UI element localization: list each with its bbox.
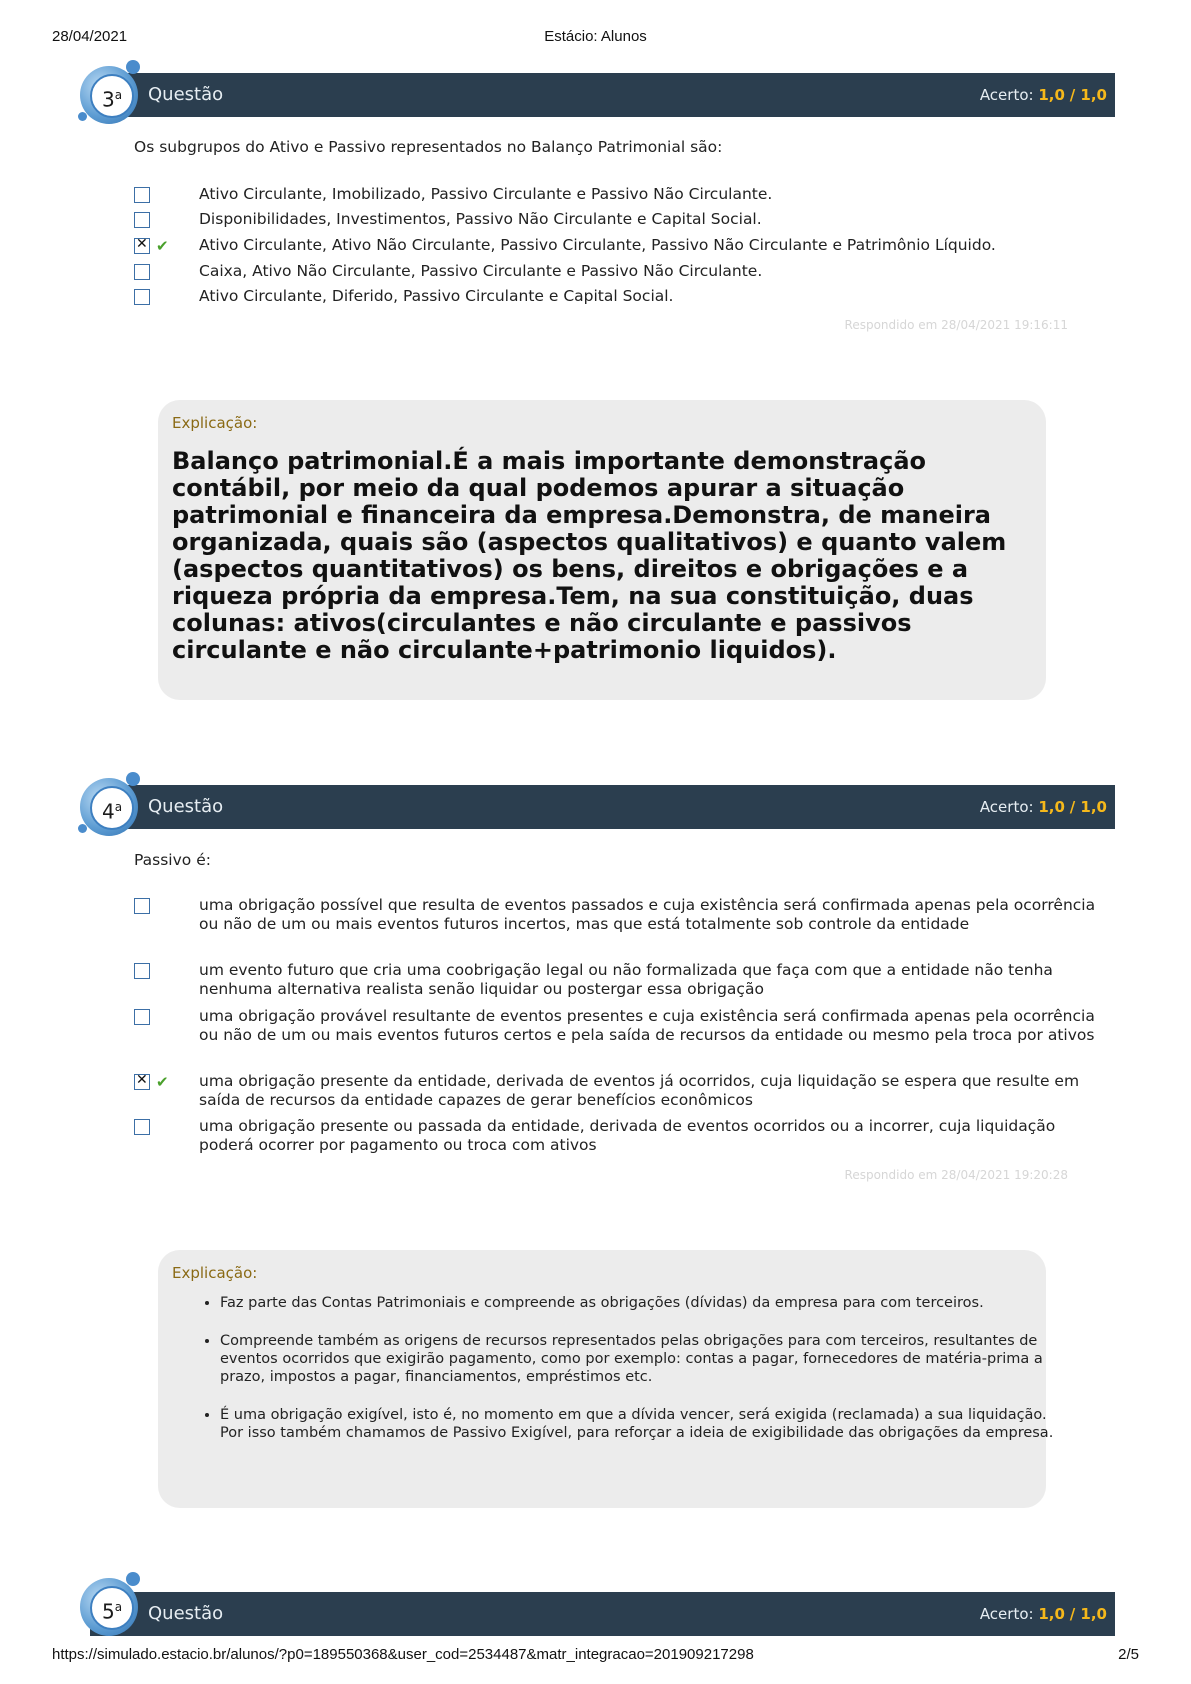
explanation-label: Explicação: [172, 414, 258, 432]
answer-option[interactable]: ✕ ✔ uma obrigação presente da entidade, derivada de eventos já ocorridos, cuja liquidação se espera que resulte em saída de recursos da entidade capazes de gerar benefícios econômicos [134, 1072, 1084, 1112]
question-number-badge: 4$^a$ [78, 772, 148, 842]
question-header-3 [90, 73, 1115, 117]
answer-option[interactable]: uma obrigação presente ou passada da entidade, derivada de eventos ocorridos ou a incorrer, cuja liquidação poderá ocorrer por pagamento ou troca com ativos [134, 1117, 1084, 1157]
answer-option[interactable]: Ativo Circulante, Diferido, Passivo Circulante e Capital Social. [134, 287, 1084, 309]
answer-option[interactable]: Disponibilidades, Investimentos, Passivo Não Circulante e Capital Social. [134, 210, 1084, 232]
answer-option[interactable]: uma obrigação provável resultante de eventos presentes e cuja existência será confirmada apenas pela ocorrência ou não de um ou mais eventos futuros certos e pela saída de recursos da entidade ou mesmo pela troca por ativos [134, 1007, 1084, 1067]
question-number-badge: 3$^a$ [78, 60, 148, 130]
answer-option[interactable]: Ativo Circulante, Imobilizado, Passivo Circulante e Passivo Não Circulante. [134, 185, 1084, 207]
explanation-bullet: • Faz parte das Contas Patrimoniais e compreende as obrigações (dívidas) da empresa para com terceiros. [220, 1294, 1060, 1312]
print-date: 28/04/2021 [52, 28, 128, 45]
checkbox-checked[interactable] [134, 238, 150, 254]
score: Acerto: 1,0 / 1,0 [979, 798, 1107, 816]
print-url: https://simulado.estacio.br/alunos/?p0=189550368&user_cod=2534487&matr_integracao=201909217298 [52, 1646, 754, 1663]
checkbox[interactable] [134, 289, 150, 305]
checkbox[interactable] [134, 187, 150, 203]
checkbox[interactable] [134, 264, 150, 280]
question-header-5 [90, 1592, 1115, 1636]
checkbox[interactable] [134, 1119, 150, 1135]
print-title: Estácio: Alunos [544, 28, 647, 45]
answered-timestamp: Respondido em 28/04/2021 19:16:11 [844, 318, 1068, 332]
correct-check-icon: ✔ [156, 1073, 169, 1091]
checkbox[interactable] [134, 963, 150, 979]
question-stem: Passivo é: [134, 851, 211, 869]
question-label: Questão [148, 1603, 224, 1624]
question-stem: Os subgrupos do Ativo e Passivo representados no Balanço Patrimonial são: [134, 138, 723, 156]
explanation-bullet: • É uma obrigação exigível, isto é, no momento em que a dívida vencer, será exigida (reclamada) a sua liquidação. Por isso também chamamos de Passivo Exigível, para reforçar a ideia de exigibilidade das obrigações da empresa. [220, 1406, 1060, 1442]
explanation-box [158, 400, 1046, 700]
explanation-box [158, 1250, 1054, 1508]
answered-timestamp: Respondido em 28/04/2021 19:20:28 [844, 1168, 1068, 1182]
checkbox[interactable] [134, 212, 150, 228]
answer-option[interactable]: uma obrigação possível que resulta de eventos passados e cuja existência será confirmada apenas pela ocorrência ou não de um ou mais eventos futuros incertos, mas que está totalmente sob controle da entidade [134, 896, 1084, 956]
checkbox-checked[interactable] [134, 1074, 150, 1090]
explanation-list [172, 1294, 1060, 1462]
answer-option[interactable]: um evento futuro que cria uma coobrigação legal ou não formalizada que faça com que a entidade não tenha nenhuma alternativa realista senão liquidar ou postergar essa obrigação [134, 961, 1084, 1001]
question-label: Questão [148, 84, 224, 105]
correct-check-icon: ✔ [156, 237, 169, 255]
question-label: Questão [148, 796, 224, 817]
question-number-badge: 5$^a$ [78, 1572, 148, 1594]
answer-option[interactable]: Caixa, Ativo Não Circulante, Passivo Circulante e Passivo Não Circulante. [134, 262, 1084, 284]
answer-option[interactable]: ✕ ✔ Ativo Circulante, Ativo Não Circulante, Passivo Circulante, Passivo Não Circulante e Patrimônio Líquido. [134, 236, 1084, 258]
score: Acerto: 1,0 / 1,0 [979, 86, 1107, 104]
explanation-bullet: • Compreende também as origens de recursos representados pelas obrigações para com terceiros, resultantes de eventos ocorridos que exigirão pagamento, como por exemplo: contas a pagar, fornecedores de matéria-prima a prazo, impostos a pagar, financiamentos, empréstimos etc. [220, 1332, 1060, 1386]
explanation-label: Explicação: [172, 1264, 258, 1282]
checkbox[interactable] [134, 898, 150, 914]
question-header-4 [90, 785, 1115, 829]
score: Acerto: 1,0 / 1,0 [979, 1605, 1107, 1623]
explanation-text: Balanço patrimonial.É a mais importante demonstração contábil, por meio da qual podemos apurar a situação patrimonial e financeira da empresa.Demonstra, de maneira organizada, quais são (aspectos qualitativos) e quanto valem (aspectos quantitativos) os bens, direitos e obrigações e a riqueza própria da empresa.Tem, na sua constituição, duas colunas: ativos(circulantes e não circulante e passivos circulante e não circulante+patrimonio liquidos). [172, 447, 1007, 664]
print-page-number: 2/5 [1118, 1646, 1139, 1663]
checkbox[interactable] [134, 1009, 150, 1025]
